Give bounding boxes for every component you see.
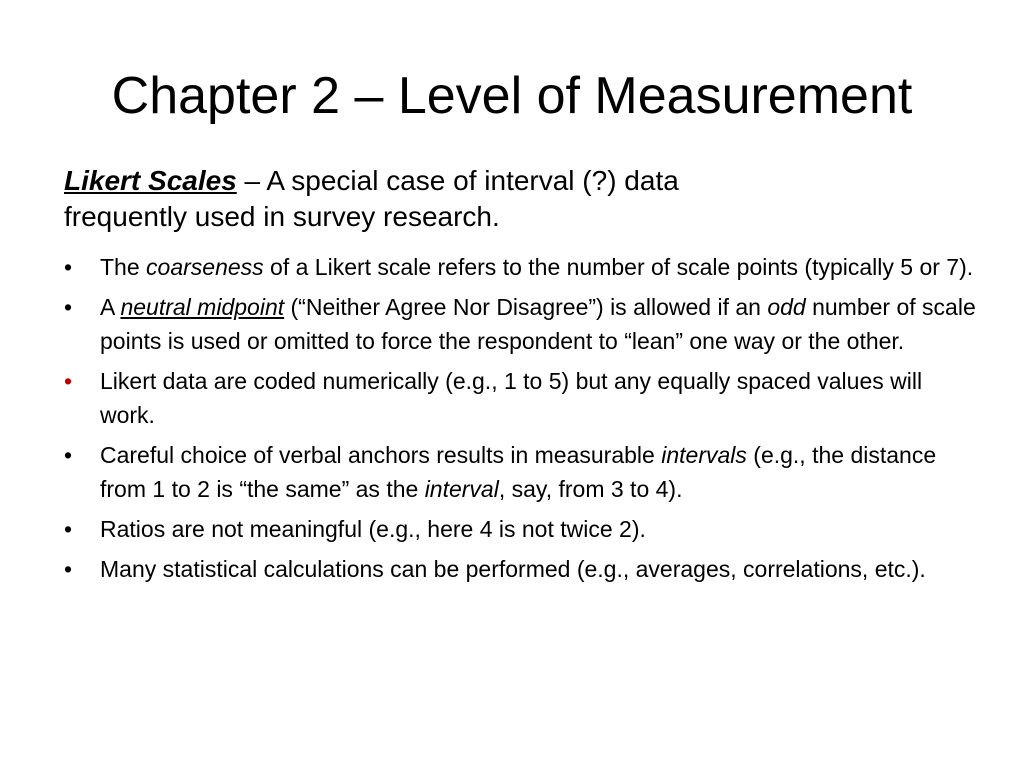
bullet-text: The xyxy=(100,254,147,280)
intro-text-line2: frequently used in survey research. xyxy=(64,201,500,232)
bullet-text: (“Neither Agree Nor Disagree”) is allowed if an xyxy=(284,294,768,320)
bullet-emphasis: neutral midpoint xyxy=(120,294,285,320)
bullet-statistical-calculations xyxy=(58,552,978,586)
bullet-text: , say, from 3 to 4). xyxy=(498,476,683,502)
bullet-text: Likert data are coded numerically (e.g., 1 to 5) but any equally spaced values will work. xyxy=(100,368,923,428)
bullet-text: A xyxy=(100,294,121,320)
bullet-coarseness xyxy=(58,250,978,284)
bullet-emphasis: odd xyxy=(767,294,806,320)
bullet-text: Many statistical calculations can be performed (e.g., averages, correlations, etc.). xyxy=(100,556,926,582)
bullet-text: number of scale points is used or omitted to force the respondent to “lean” one way or the other. xyxy=(100,294,976,354)
bullet-coded-numerically xyxy=(58,364,978,432)
bullet-marker: • xyxy=(63,368,73,394)
bullet-emphasis: coarseness xyxy=(146,254,264,280)
bullet-verbal-anchors xyxy=(58,438,978,506)
bullet-marker: • xyxy=(63,516,73,542)
bullet-marker: • xyxy=(63,556,73,582)
bullet-neutral-midpoint xyxy=(58,290,978,358)
bullet-text: Careful choice of verbal anchors results in measurable xyxy=(100,442,662,468)
slide-title: Chapter 2 – Level of Measurement xyxy=(111,67,913,125)
intro-term: Likert Scales xyxy=(64,165,237,196)
bullet-marker: • xyxy=(63,294,73,320)
bullet-emphasis: intervals xyxy=(661,442,747,468)
bullet-text: (e.g., the distance from 1 to 2 is “the same” as the xyxy=(100,442,937,502)
bullet-marker: • xyxy=(63,254,73,280)
bullet-list xyxy=(58,250,978,592)
bullet-emphasis: interval xyxy=(424,476,499,502)
bullet-ratios xyxy=(58,512,978,546)
bullet-marker: • xyxy=(63,442,73,468)
intro-text-line1: – A special case of interval (?) data xyxy=(236,165,679,196)
intro-paragraph xyxy=(64,163,964,235)
bullet-text: Ratios are not meaningful (e.g., here 4 is not twice 2). xyxy=(100,516,646,542)
bullet-text: of a Likert scale refers to the number of scale points (typically 5 or 7). xyxy=(263,254,974,280)
